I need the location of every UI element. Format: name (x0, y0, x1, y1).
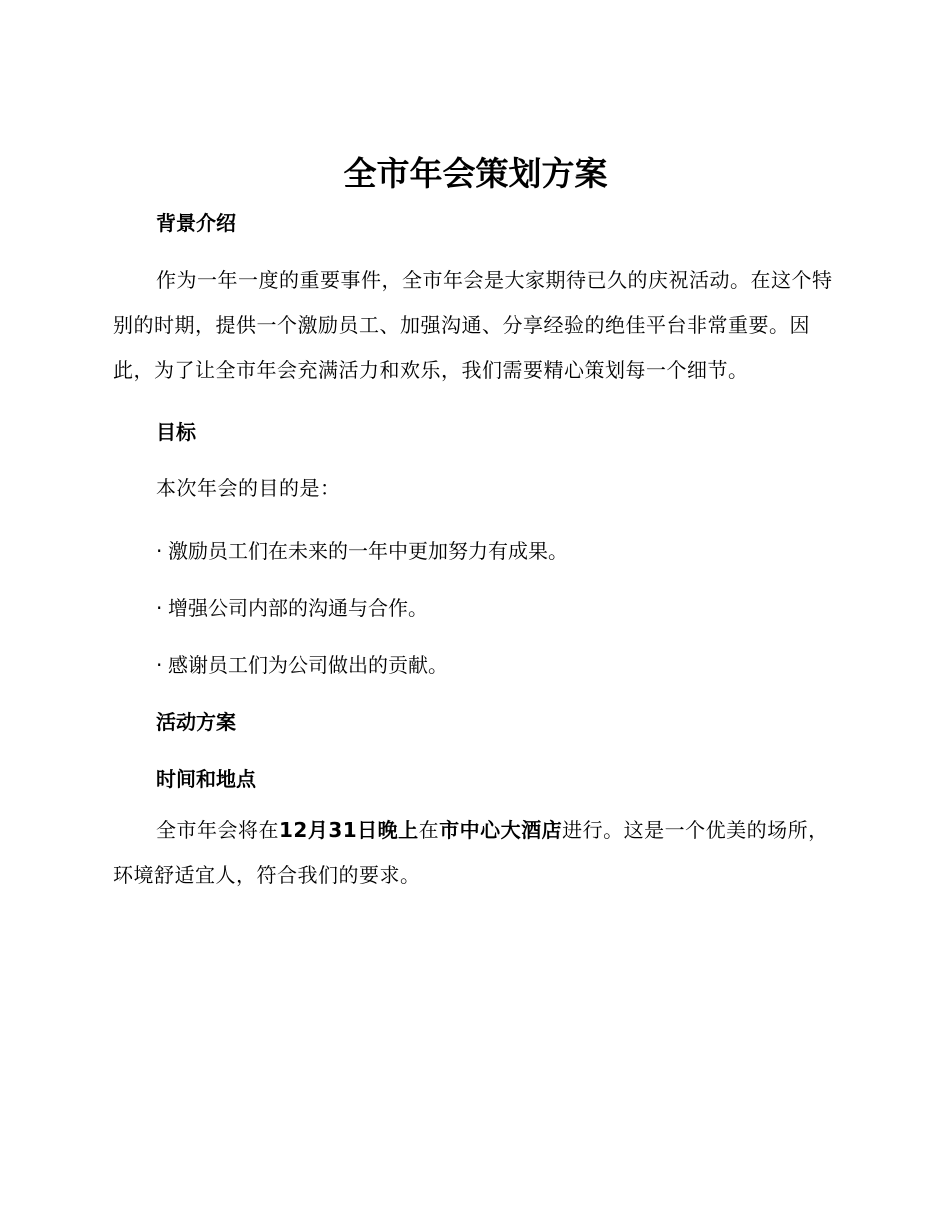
goal-item-text: 增强公司内部的沟通与合作。 (168, 596, 428, 620)
section-heading-background: 背景介绍 (156, 211, 236, 235)
time-place-suffix: 进行。这是一个优美的场所，环境舒适宜人，符合我们的要求。 (113, 818, 829, 887)
goal-list-item (113, 534, 833, 568)
section-heading-goal: 目标 (156, 420, 196, 444)
goal-item-text: 激励员工们在未来的一年中更加努力有成果。 (168, 539, 568, 563)
background-paragraph: 作为一年一度的重要事件，全市年会是大家期待已久的庆祝活动。在这个特别的时期，提供一个激励员工、加强沟通、分享经验的绝佳平台非常重要。因此，为了让全市年会充满活力和欢乐，我们需要精心策划每一个细节。 (113, 268, 833, 382)
goal-list-item (113, 648, 833, 682)
document-title: 全市年会策划方案 (343, 154, 608, 193)
goal-list-item (113, 591, 833, 625)
section-heading-time-place: 时间和地点 (156, 767, 256, 791)
time-place-paragraph (113, 808, 833, 898)
event-venue: 市中心大酒店 (439, 818, 563, 842)
bullet-icon: · (156, 539, 163, 563)
section-heading-activity: 活动方案 (156, 710, 236, 734)
event-date: 12月31日晚上 (279, 818, 419, 842)
time-place-mid: 在 (418, 818, 440, 842)
time-place-prefix: 全市年会将在 (156, 818, 279, 842)
bullet-icon: · (156, 596, 163, 620)
document-body (113, 148, 833, 898)
bullet-icon: · (156, 653, 163, 677)
goal-intro-paragraph: 本次年会的目的是： (156, 476, 341, 500)
goal-item-text: 感谢员工们为公司做出的贡献。 (168, 653, 448, 677)
